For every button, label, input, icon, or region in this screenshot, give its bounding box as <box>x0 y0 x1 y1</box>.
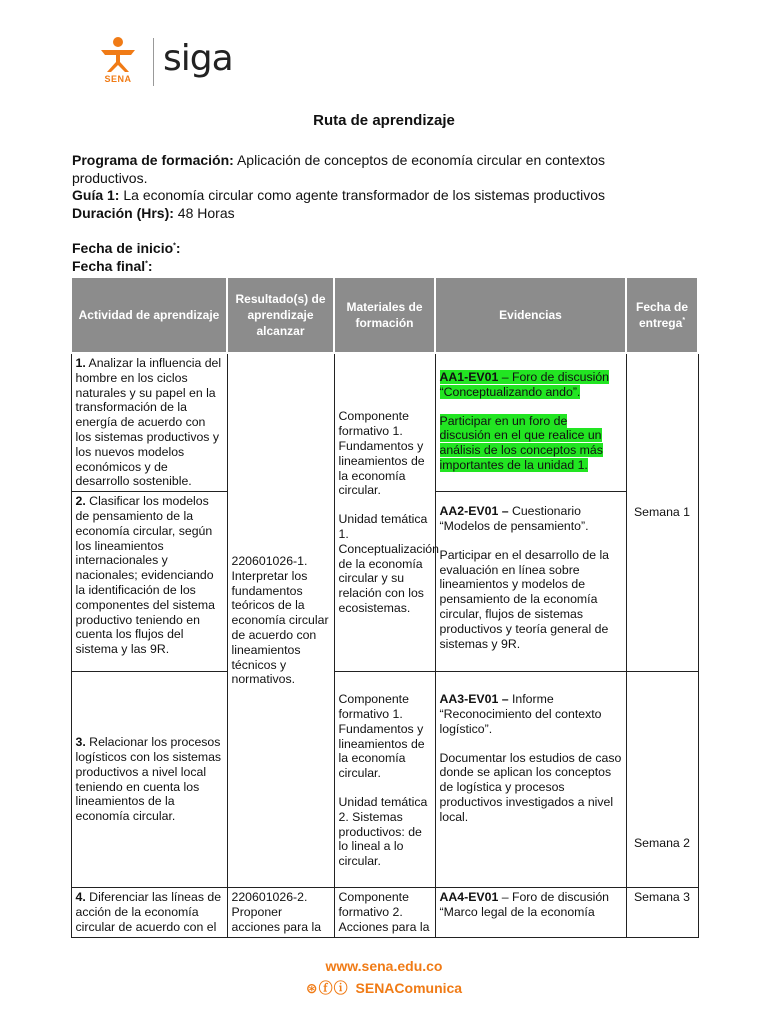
material-unidad: Unidad temática 2. Sistemas productivos: de lo lineal a lo circular. <box>338 794 428 869</box>
evidencia-code: AA1-EV01 <box>439 370 499 384</box>
siga-logo-text: siga <box>163 38 233 79</box>
semana-cell <box>626 888 698 937</box>
activity-cell <box>71 672 227 888</box>
evidencia-title: – Foro de discusión “Marco legal de la economía <box>439 890 610 919</box>
activity-number: 4. <box>75 890 86 905</box>
materiales-cell <box>334 672 435 888</box>
footnote-mark: * <box>173 242 176 250</box>
header-evidencias: Evidencias <box>435 277 626 353</box>
social-handle: SENAComunica <box>355 980 463 996</box>
activity-cell <box>71 888 227 937</box>
activity-text: Analizar la influencia del hombre en los ciclos naturales y su papel en la transformación de la energía de acuerdo con los sistemas productivos y los nuevos modelos económicos y de desarrollo sostenible. <box>75 356 222 489</box>
evidencia-cell <box>435 888 626 937</box>
activity-cell <box>71 492 227 672</box>
activity-text: Diferenciar las líneas de acción de la economía circular de acuerdo con el <box>75 890 222 934</box>
document-title: Ruta de aprendizaje <box>313 112 455 129</box>
activity-number: 2. <box>75 494 86 509</box>
colon: : <box>175 240 181 256</box>
social-icons: ⊛ⓕⓘ <box>305 980 349 996</box>
semana-label: Semana 2 <box>633 836 691 851</box>
evidencia-title: Cuestionario “Modelos de pensamiento”. <box>439 504 589 533</box>
evidencia-code: AA3-EV01 – <box>439 692 509 707</box>
fecha-inicio-label: Fecha de inicio <box>72 240 174 256</box>
materiales-cell <box>334 353 439 672</box>
programa-line <box>72 152 672 187</box>
material-componente: Componente formativo 1. Fundamentos y lineamientos de la economía circular. <box>338 692 425 781</box>
evidencia-desc: Participar en el desarrollo de la evaluación en línea sobre lineamientos y modelos de pensamiento de la economía circular, flujos de sistemas productivos y teoría general de sistemas y 9R. <box>439 547 610 651</box>
evidencia-title: – Foro de discusión “Conceptualizando ando”. <box>439 370 610 399</box>
evidencia-code: AA4-EV01 <box>439 890 499 905</box>
fecha-inicio-line <box>72 240 672 258</box>
programa-label: Programa de formación: <box>72 152 234 168</box>
table-header-row <box>71 277 698 353</box>
evidencia-cell <box>435 353 626 492</box>
header-fecha <box>626 277 698 353</box>
colon: : <box>147 258 153 274</box>
sena-logo-text: SENA <box>104 74 132 84</box>
semana-cell <box>626 353 698 672</box>
evidencia-title: Informe “Reconocimiento del contexto logístico”. <box>439 692 602 736</box>
footnote-mark: * <box>682 317 686 324</box>
evidencia-cell <box>435 492 626 672</box>
evidencia-code: AA2-EV01 – <box>439 504 509 519</box>
guia-value: La economía circular como agente transformador de los sistemas productivos <box>123 187 606 203</box>
table-row <box>71 353 698 492</box>
resultado-text: 220601026-1. Interpretar los fundamentos teóricos de la economía circular de acuerdo con lineamientos técnicos y normativos. <box>231 554 329 687</box>
resultado-cell <box>227 888 334 937</box>
semana-cell <box>626 672 698 888</box>
footnote-mark: * <box>145 260 148 268</box>
sena-siga-logo <box>95 36 245 88</box>
ruta-table <box>70 276 699 938</box>
duracion-line <box>72 205 672 223</box>
logo-divider <box>153 38 154 86</box>
material-unidad: Unidad temática 1. Conceptualización de la economía circular y su relación con los ecosistemas. <box>338 512 439 615</box>
resultado-cell <box>227 353 334 888</box>
semana-label: Semana 3 <box>633 890 691 905</box>
header-actividad: Actividad de aprendizaje <box>71 277 227 353</box>
semana-label: Semana 1 <box>633 505 691 520</box>
activity-text: Relacionar los procesos logísticos con los sistemas productivos a nivel local teniendo en cuenta los lineamientos de la economía circular. <box>75 735 222 824</box>
activity-number: 3. <box>75 735 86 750</box>
activity-text: Clasificar los modelos de pensamiento de la economía circular, según los lineamientos internacionales y nacionales; evidenciando la identificación de los componentes del sistema productivo teniendo en cuenta los flujos del sistema y las 9R. <box>75 494 215 657</box>
activity-number: 1. <box>75 356 86 370</box>
fecha-final-label: Fecha final <box>72 258 146 274</box>
header-resultado: Resultado(s) de aprendizaje alcanzar <box>227 277 334 353</box>
fecha-final-line <box>72 258 672 276</box>
table-row <box>71 672 698 888</box>
sena-logo-icon <box>95 36 141 76</box>
footer-url-link[interactable]: www.sena.edu.co <box>325 958 443 974</box>
header-fecha-label: Fecha de entrega <box>635 300 689 330</box>
duracion-label: Duración (Hrs): <box>72 205 174 221</box>
resultado-text: 220601026-2. Proponer acciones para la <box>231 890 322 934</box>
material-componente: Componente formativo 1. Fundamentos y lineamientos de la economía circular. <box>338 409 425 498</box>
evidencia-cell <box>435 672 626 888</box>
materiales-cell <box>334 888 435 937</box>
duracion-value: 48 Horas <box>177 205 235 221</box>
footer-social <box>0 978 768 998</box>
activity-cell <box>71 353 227 492</box>
material-componente: Componente formativo 2. Acciones para la <box>338 890 430 934</box>
evidencia-desc: Participar en un foro de discusión en el que realice un análisis de los conceptos más importantes de la unidad 1. <box>439 413 603 472</box>
guia-label: Guía 1: <box>72 187 120 203</box>
programa-value: Aplicación de conceptos de economía circular en contextos productivos. <box>72 152 606 186</box>
guia-line <box>72 187 672 205</box>
header-materiales: Materiales de formación <box>334 277 435 353</box>
evidencia-desc: Documentar los estudios de caso donde se aplican los conceptos de logística y procesos productivos investigados a nivel local. <box>439 750 622 824</box>
table-row <box>71 888 698 937</box>
